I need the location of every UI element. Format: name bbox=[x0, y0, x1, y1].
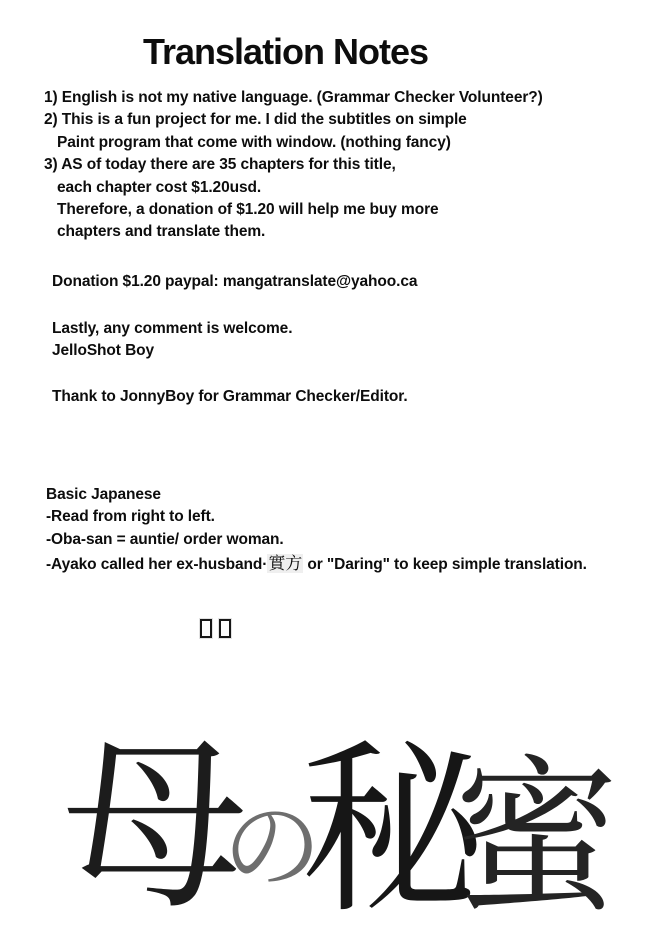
note-item-3-continuation-2: Therefore, a donation of $1.20 will help me buy more bbox=[57, 201, 439, 219]
manga-title-char-mitsu: 蜜 bbox=[452, 747, 620, 925]
manga-title-char-no: の bbox=[222, 792, 322, 903]
missing-glyph-boxes bbox=[200, 619, 234, 643]
interpunct-separator: · bbox=[262, 556, 268, 573]
note-item-3: 3) AS of today there are 35 chapters for this title, bbox=[44, 156, 396, 174]
missing-glyph-box bbox=[200, 619, 212, 638]
note-item-1: 1) English is not my native language. (Grammar Checker Volunteer?) bbox=[44, 89, 543, 106]
note-item-2: 2) This is a fun project for me. I did the subtitles on simple bbox=[44, 111, 467, 129]
japanese-note-1: -Read from right to left. bbox=[46, 508, 215, 526]
ayako-note bbox=[46, 553, 587, 576]
page-title: Translation Notes bbox=[143, 31, 429, 72]
note-item-2-continuation: Paint program that come with window. (nothing fancy) bbox=[57, 133, 451, 151]
donation-line: Donation $1.20 paypal: mangatranslate@yahoo.ca bbox=[52, 273, 418, 290]
manga-title-char-haha: 母 bbox=[62, 726, 249, 925]
thanks-line: Thank to JonnyBoy for Grammar Checker/Editor. bbox=[52, 388, 408, 405]
comment-line: Lastly, any comment is welcome. bbox=[52, 320, 293, 337]
ayako-note-suffix: or "Daring" to keep simple translation. bbox=[303, 556, 587, 573]
manga-title-char-hi: 秘 bbox=[300, 730, 487, 925]
missing-glyph-box bbox=[219, 619, 231, 638]
signature: JelloShot Boy bbox=[52, 342, 155, 360]
japanese-note-2: -Oba-san = auntie/ order woman. bbox=[46, 530, 284, 548]
ayako-note-prefix: -Ayako called her ex-husband bbox=[46, 556, 263, 573]
closing-block bbox=[52, 318, 292, 363]
basic-japanese-block bbox=[46, 484, 284, 551]
numbered-notes-list bbox=[44, 87, 543, 244]
basic-japanese-heading: Basic Japanese bbox=[46, 486, 161, 503]
note-item-3-continuation-1: each chapter cost $1.20usd. bbox=[57, 178, 262, 196]
note-item-3-continuation-3: chapters and translate them. bbox=[57, 223, 266, 241]
kanji-highlight: 實方 bbox=[268, 554, 303, 573]
